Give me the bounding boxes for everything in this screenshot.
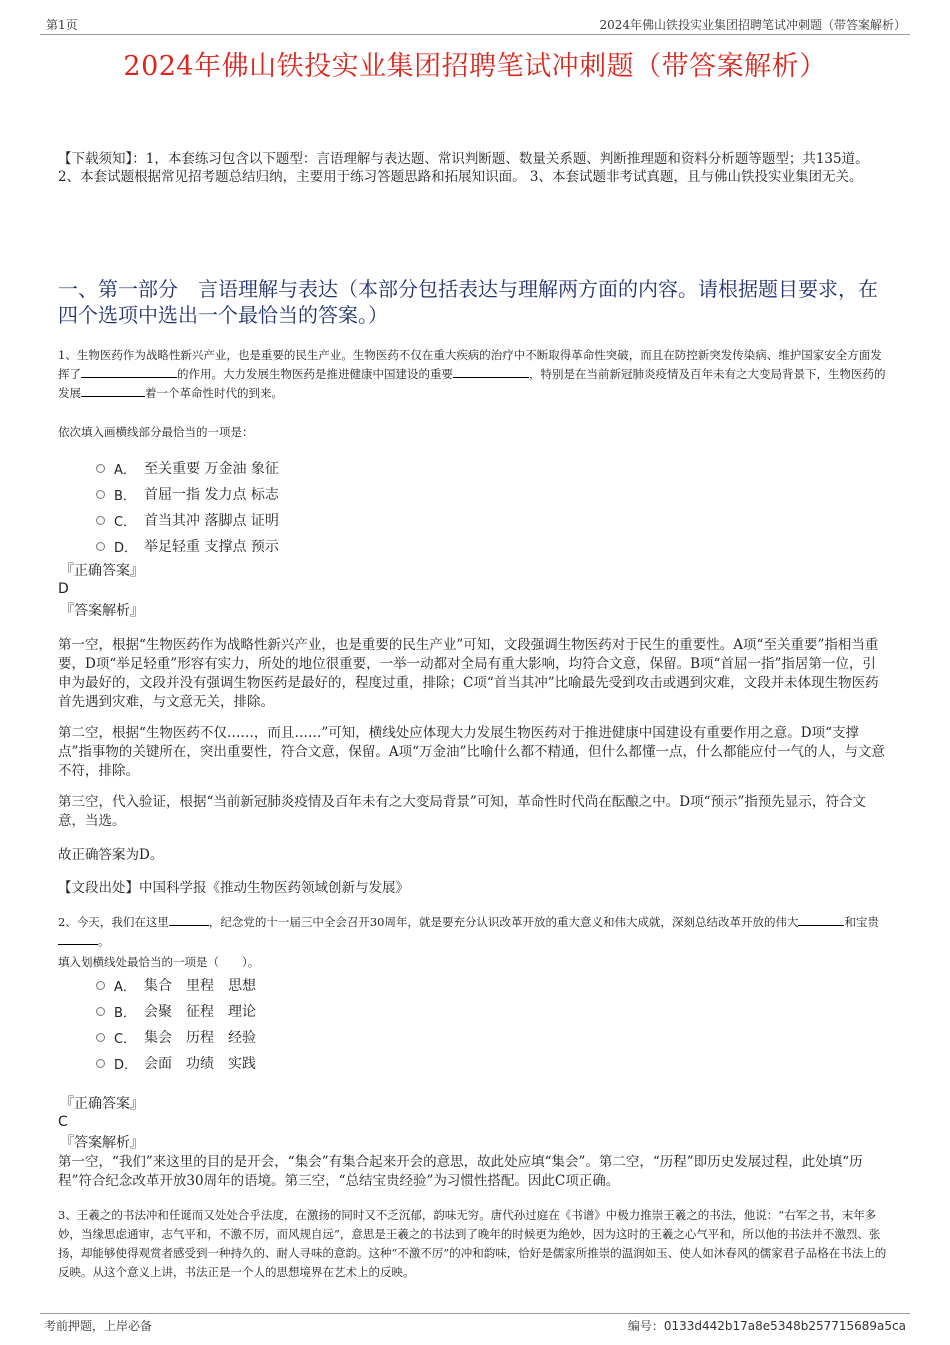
document-title: 2024年佛山铁投实业集团招聘笔试冲刺题（带答案解析）: [123, 51, 827, 82]
option-letter: D．: [114, 1057, 138, 1073]
question-2-stem: [58, 913, 888, 951]
q2-analysis: 第一空，“我们”来这里的目的是开会，“集会”有集合起来开会的意思，故此处应填“集会”。第二空，“历程”即历史发展过程，此处填“历程”符合纪念改革开放30周年的语境。第三空，“总结宝贵经验”为习惯性搭配。因此C项正确。: [58, 1154, 863, 1189]
radio-icon[interactable]: [96, 1033, 105, 1042]
q2-option-c[interactable]: [96, 1024, 256, 1050]
q2-correct-answer-label: 『正确答案』: [60, 1096, 144, 1112]
q1-blank-2: [453, 365, 529, 378]
q2-option-d[interactable]: [96, 1050, 256, 1076]
option-text: 举足轻重 支撑点 预示: [144, 539, 279, 555]
page-header: [40, 14, 910, 35]
q2-option-b[interactable]: [96, 998, 256, 1024]
download-notice: 【下载须知】：1，本套练习包含以下题型：言语理解与表达题、常识判断题、数量关系题、判断推理题和资料分析题等题型；共135道。 2、本套试题根据常见招考题总结归纳，主要用于练习答题思路和拓展知识面。 3、本套试题非考试真题，且与佛山铁投实业集团无关。: [58, 151, 869, 185]
radio-icon[interactable]: [96, 490, 105, 499]
q1-option-d[interactable]: [96, 533, 279, 559]
radio-icon[interactable]: [96, 464, 105, 473]
q2-prompt: 填入划横线处最恰当的一项是（ ）。: [58, 955, 260, 969]
option-letter: B．: [114, 1005, 136, 1021]
footer-code: [628, 1317, 906, 1334]
footer-code-value: 0133d442b17a8e5348b257715689a5ca: [663, 1319, 906, 1333]
option-text: 至关重要 万金油 象征: [144, 461, 279, 477]
radio-icon[interactable]: [96, 1007, 105, 1016]
header-doc-title: 2024年佛山铁投实业集团招聘笔试冲刺题（带答案解析）: [599, 18, 906, 32]
q2-stem-part3: 和宝贵: [844, 915, 879, 929]
radio-icon[interactable]: [96, 542, 105, 551]
q1-option-a[interactable]: [96, 455, 279, 481]
option-letter: C．: [114, 514, 137, 530]
option-text: 集合 里程 思想: [144, 978, 256, 994]
option-text: 会聚 征程 理论: [144, 1004, 256, 1020]
option-text: 集会 历程 经验: [144, 1030, 256, 1046]
q2-analysis-label: 『答案解析』: [60, 1135, 144, 1151]
q1-analysis-label: 『答案解析』: [60, 603, 144, 619]
q1-option-c[interactable]: [96, 507, 279, 533]
q2-stem-part1: 2、今天，我们在这里: [58, 915, 169, 929]
q1-source: 【文段出处】中国科学报《推动生物医药领域创新与发展》: [58, 880, 409, 896]
radio-icon[interactable]: [96, 1059, 105, 1068]
q2-blank-1: [169, 913, 209, 926]
page-footer: [40, 1313, 910, 1336]
page-number: 第1页: [46, 18, 78, 32]
q1-stem-part1: 1、生物医药作为战略性新兴产业，也是重要的民生产业。生物医药不仅在重大疾病的治疗中不断取得革命性突破，而且在防控新突发传染病、维护国家安全方面发挥了: [58, 348, 882, 381]
option-letter: A．: [114, 462, 136, 478]
question-3-stem: 3、王羲之的书法冲和任诞而又处处合乎法度，在激扬的同时又不乏沉郁，韵味无穷。唐代孙过庭在《书谱》中极力推崇王羲之的书法，他说：“右军之书，末年多妙，当缘思虑通审，志气平和，不激不厉，而风规自远”，意思是王羲之的书法到了晚年的时候更为绝妙，因为这时的王羲之心气平和，所以他的书法并不激烈、张扬，却能够使得观赏者感受到一种持久的、耐人寻味的意韵。这种“不激不厉”的冲和韵味，恰好是儒家所推崇的温润如玉、使人如沐春风的儒家君子品格在书法上的反映。从这个意义上讲，书法正是一个人的思想境界在艺术上的反映。: [58, 1208, 887, 1279]
option-letter: C．: [114, 1031, 137, 1047]
section-heading: 一、第一部分 言语理解与表达（本部分包括表达与理解两方面的内容。请根据题目要求，在四个选项中选出一个最恰当的答案。）: [58, 277, 878, 327]
footer-slogan: 考前押题，上岸必备: [44, 1319, 153, 1333]
q2-options: [96, 972, 256, 1076]
q1-correct-answer-label: 『正确答案』: [60, 563, 144, 579]
q2-blank-2: [798, 913, 844, 926]
q1-prompt: 依次填入画横线部分最恰当的一项是：: [58, 425, 254, 439]
radio-icon[interactable]: [96, 516, 105, 525]
q1-analysis-para-1: 第一空，根据“生物医药作为战略性新兴产业，也是重要的民生产业”可知，文段强调生物医药对于民生的重要性。A项“至关重要”指相当重要，D项“举足轻重”形容有实力，所处的地位很重要，一举一动都对全局有重大影响，均符合文意，保留。B项“首屈一指”指居第一位，引申为最好的，文段并没有强调生物医药是最好的，程度过重，排除；C项“首当其冲”比喻最先受到攻击或遇到灾难，文段并未体现生物医药首先遇到灾难，与文意无关，排除。: [58, 637, 879, 710]
q2-stem-part4: 。: [98, 934, 110, 948]
q1-answer: D: [58, 581, 69, 597]
q1-blank-1: [81, 365, 177, 378]
q2-option-a[interactable]: [96, 972, 256, 998]
option-letter: D．: [114, 540, 138, 556]
q1-analysis-para-3: 第三空，代入验证，根据“当前新冠肺炎疫情及百年未有之大变局背景”可知，革命性时代尚在酝酿之中。D项“预示”指预先显示，符合文意，当选。: [58, 794, 866, 829]
q1-stem-part3: ，特别是在当前新冠肺炎疫情及百年未有之大变局背景下，生物医药的发展: [58, 367, 886, 400]
radio-icon[interactable]: [96, 981, 105, 990]
option-letter: B．: [114, 488, 136, 504]
q2-answer: C: [58, 1114, 68, 1130]
option-text: 首屈一指 发力点 标志: [144, 487, 279, 503]
footer-code-label: 编号：: [627, 1319, 664, 1333]
option-text: 会面 功绩 实践: [144, 1056, 256, 1072]
q2-blank-3: [58, 932, 98, 945]
q1-blank-3: [81, 384, 145, 397]
option-letter: A．: [114, 979, 136, 995]
question-1-stem: [58, 346, 892, 403]
q1-options: [96, 455, 279, 559]
q1-stem-part2: 的作用。大力发展生物医药是推进健康中国建设的重要: [177, 367, 453, 381]
option-text: 首当其冲 落脚点 证明: [144, 513, 279, 529]
q1-analysis-para-2: 第二空，根据“生物医药不仅……，而且……”可知，横线处应体现大力发展生物医药对于推进健康中国建设有重要作用之意。D项“支撑点”指事物的关键所在，突出重要性，符合文意，保留。A项“万金油”比喻什么都不精通，但什么都懂一点，什么都能应付一气的人，与文意不符，排除。: [58, 725, 885, 779]
q2-stem-part2: ，纪念党的十一届三中全会召开30周年，就是要充分认识改革开放的重大意义和伟大成就，深刻总结改革开放的伟大: [208, 915, 799, 929]
q1-option-b[interactable]: [96, 481, 279, 507]
q1-conclusion: 故正确答案为D。: [58, 847, 164, 863]
q1-stem-part4: 着一个革命性时代的到来。: [145, 386, 283, 400]
